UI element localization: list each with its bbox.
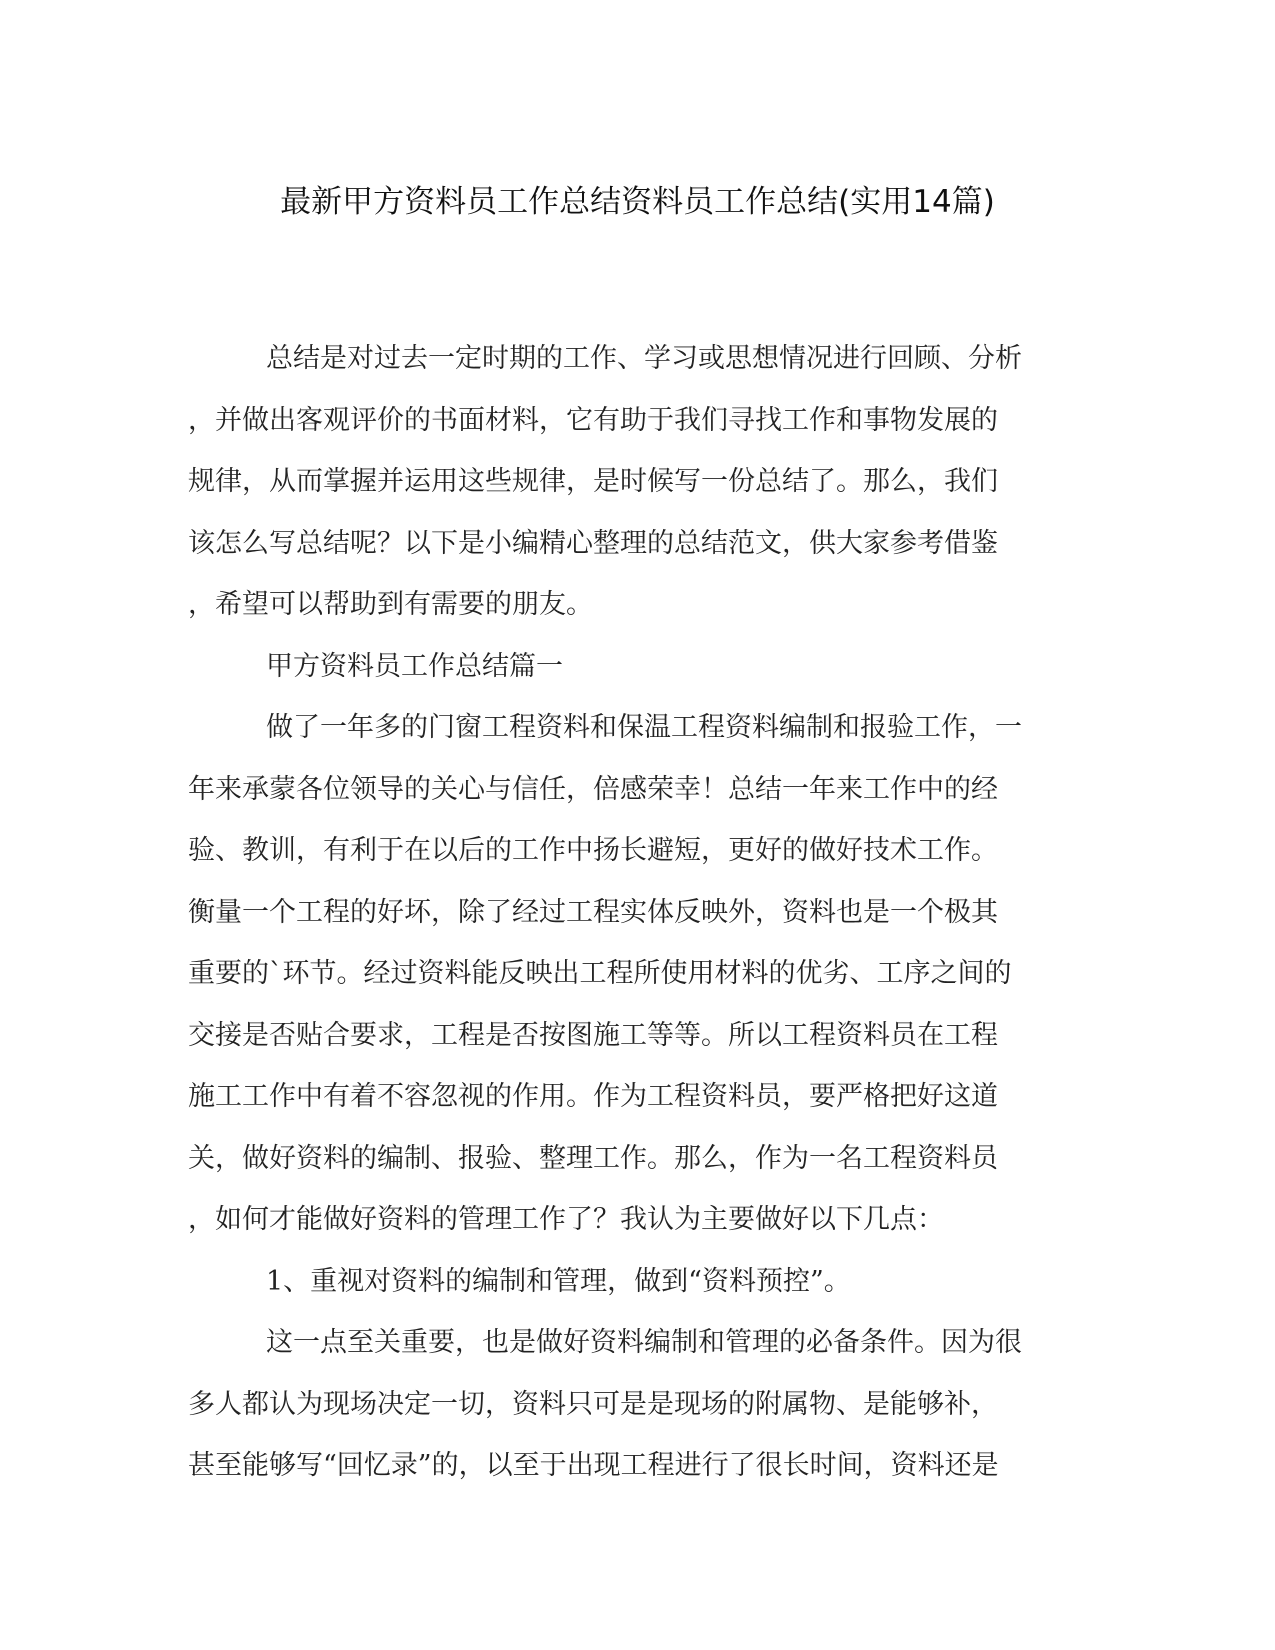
body-line: 重要的`环节。经过资料能反映出工程所使用材料的优劣、工序之间的 <box>188 958 1012 989</box>
body-line: 验、教训，有利于在以后的工作中扬长避短，更好的做好技术工作。 <box>188 835 998 866</box>
body-line: 这一点至关重要，也是做好资料编制和管理的必备条件。因为很 <box>266 1327 1022 1358</box>
body-line: 做了一年多的门窗工程资料和保温工程资料编制和报验工作，一 <box>266 712 1022 743</box>
body-line: 衡量一个工程的好坏，除了经过工程实体反映外，资料也是一个极其 <box>188 896 998 928</box>
body-line: ，希望可以帮助到有需要的朋友。 <box>188 589 593 620</box>
body-line: 多人都认为现场决定一切，资料只可是是现场的附属物、是能够补， <box>188 1388 998 1420</box>
body-line: 该怎么写总结呢？以下是小编精心整理的总结范文，供大家参考借鉴 <box>188 527 998 559</box>
body-line: 施工工作中有着不容忽视的作用。作为工程资料员，要严格把好这道 <box>188 1081 998 1112</box>
body-line: 甚至能够写“回忆录”的，以至于出现工程进行了很长时间，资料还是 <box>188 1450 999 1481</box>
body-line: ，如何才能做好资料的管理工作了？我认为主要做好以下几点： <box>188 1204 944 1235</box>
body-line: 规律，从而掌握并运用这些规律，是时候写一份总结了。那么，我们 <box>188 466 998 497</box>
document-title: 最新甲方资料员工作总结资料员工作总结(实用14篇) <box>280 184 995 220</box>
document-body <box>188 328 1083 1497</box>
body-line: 关，做好资料的编制、报验、整理工作。那么，作为一名工程资料员 <box>188 1142 998 1174</box>
section-heading: 甲方资料员工作总结篇一 <box>266 650 563 682</box>
body-line: 年来承蒙各位领导的关心与信任，倍感荣幸！总结一年来工作中的经 <box>188 773 998 805</box>
body-line: ，并做出客观评价的书面材料，它有助于我们寻找工作和事物发展的 <box>188 404 998 436</box>
body-line: 总结是对过去一定时期的工作、学习或思想情况进行回顾、分析 <box>266 343 1022 374</box>
body-line: 交接是否贴合要求，工程是否按图施工等等。所以工程资料员在工程 <box>188 1019 998 1051</box>
numbered-point: 1、重视对资料的编制和管理，做到“资料预控”。 <box>266 1265 851 1297</box>
